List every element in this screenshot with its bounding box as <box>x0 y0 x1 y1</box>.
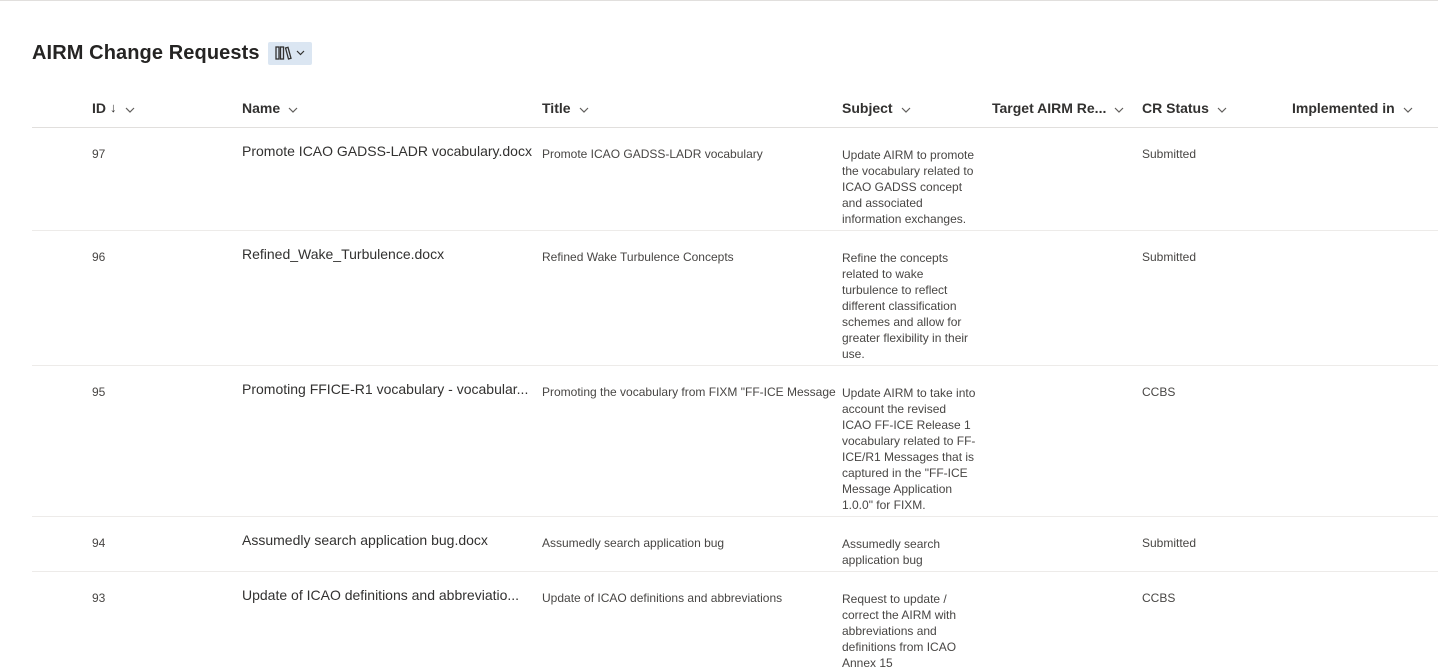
chevron-down-icon <box>125 100 135 116</box>
table-row[interactable] <box>32 517 1438 572</box>
page-title: AIRM Change Requests <box>32 41 260 64</box>
column-header-target-airm-release[interactable] <box>992 88 1124 127</box>
row-name-link[interactable]: Refined_Wake_Turbulence.docx <box>242 246 445 262</box>
row-status: CCBS <box>1142 591 1176 605</box>
table-row[interactable] <box>32 231 1438 366</box>
column-header-name[interactable] <box>242 88 298 127</box>
column-header-title-label: Title <box>542 99 571 116</box>
row-status: Submitted <box>1142 250 1197 264</box>
row-status: Submitted <box>1142 536 1197 550</box>
column-header-title[interactable] <box>542 88 589 127</box>
row-subject: Refine the concepts related to wake turbulence to reflect different classification schemes and allow for greater flexibility in their use. <box>842 251 969 361</box>
table-row[interactable] <box>32 572 1438 670</box>
column-header-implemented-label: Implemented in <box>1292 99 1395 116</box>
column-header-name-label: Name <box>242 99 281 116</box>
row-title: Promoting the vocabulary from FIXM "FF-ICE Message <box>542 385 836 399</box>
row-subject: Update AIRM to promote the vocabulary related to ICAO GADSS concept and associated information exchanges. <box>842 148 975 226</box>
column-header-row <box>32 88 1438 128</box>
row-title: Update of ICAO definitions and abbreviations <box>542 591 783 605</box>
top-divider <box>0 0 1438 1</box>
library-icon <box>275 45 293 61</box>
chevron-down-icon <box>1403 100 1413 116</box>
row-subject: Request to update / correct the AIRM with abbreviations and definitions from ICAO Annex 15 <box>842 592 957 670</box>
column-header-id-label: ID <box>92 99 106 116</box>
row-id: 95 <box>92 385 106 399</box>
chevron-down-icon <box>901 100 911 116</box>
row-name-link[interactable]: Assumedly search application bug.docx <box>242 532 488 548</box>
list-header <box>32 40 312 66</box>
row-status: Submitted <box>1142 147 1197 161</box>
row-title: Refined Wake Turbulence Concepts <box>542 250 734 264</box>
chevron-down-icon <box>1114 100 1124 116</box>
row-id: 96 <box>92 250 106 264</box>
row-name-link[interactable]: Promoting FFICE-R1 vocabulary - vocabular... <box>242 381 529 397</box>
row-subject: Update AIRM to take into account the revised ICAO FF-ICE Release 1 vocabulary related to FF-ICE/R1 Messages that is captured in the "FF-ICE Message Application 1.0.0" for FIXM. <box>842 386 976 512</box>
chevron-down-icon <box>288 100 298 116</box>
row-name-link[interactable]: Promote ICAO GADSS-LADR vocabulary.docx <box>242 143 532 159</box>
column-header-target-label: Target AIRM Re... <box>992 99 1107 116</box>
row-title: Promote ICAO GADSS-LADR vocabulary <box>542 147 763 161</box>
table-row[interactable] <box>32 366 1438 517</box>
chevron-down-icon <box>579 100 589 116</box>
row-status: CCBS <box>1142 385 1176 399</box>
column-header-implemented-in[interactable] <box>1292 88 1413 127</box>
chevron-down-icon <box>296 50 305 56</box>
row-name-link[interactable]: Update of ICAO definitions and abbreviatio... <box>242 587 520 603</box>
view-switcher-button[interactable] <box>268 42 312 65</box>
column-header-subject[interactable] <box>842 88 911 127</box>
column-header-subject-label: Subject <box>842 99 893 116</box>
row-id: 97 <box>92 147 106 161</box>
row-subject: Assumedly search application bug <box>842 537 941 567</box>
column-header-cr-status[interactable] <box>1142 88 1227 127</box>
column-header-id[interactable] <box>92 88 135 127</box>
arrow-down-icon: ↓ <box>110 100 117 115</box>
row-id: 93 <box>92 591 106 605</box>
row-id: 94 <box>92 536 106 550</box>
column-header-status-label: CR Status <box>1142 99 1209 116</box>
chevron-down-icon <box>1217 100 1227 116</box>
table-row[interactable] <box>32 128 1438 231</box>
row-title: Assumedly search application bug <box>542 536 725 550</box>
